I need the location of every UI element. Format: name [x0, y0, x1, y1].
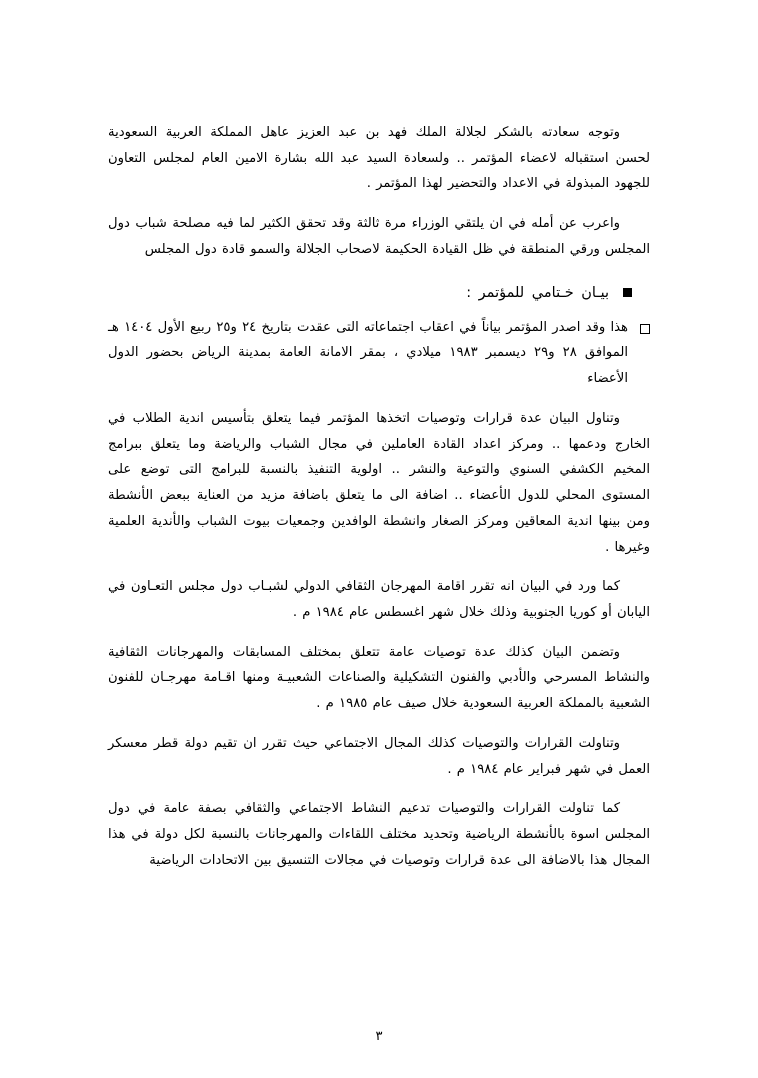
- section-heading-label: بيـان خـتامي للمؤتمر :: [466, 284, 609, 301]
- paragraph-thanks: وتوجه سعادته بالشكر لجلالة الملك فهد بن عبد العزيز عاهل المملكة العربية السعودية لحسن استقباله لاعضاء المؤتمر .. ولسعادة السيد عبد الله بشارة الامين العام لمجلس التعاون للجهود المبذولة في الاعداد والتحضير لهذا المؤتمر .: [108, 125, 650, 192]
- paragraph-general-support: كما تناولت القرارات والتوصيات تدعيم النشاط الاجتماعي والثقافي بصفة عامة في دول المجلس اسوة بالأنشطة الرياضية وتحديد مختلف اللقاءات والمهرجانات بالنسبة لكل دولة في هذا المجال هذا بالاضافة الى عدة قرارات وتوصيات في مجالات التنسيق بين الاتحادات الرياضية: [108, 801, 650, 868]
- section-heading: [108, 285, 650, 301]
- bullet-item-text: هذا وقد اصدر المؤتمر بياناً في اعقاب اجتماعاته التى عقدت بتاريخ ٢٤ و٢٥ ربيع الأول ١٤٠٤ هـ الموافق ٢٨ و٢٩ ديسمبر ١٩٨٣ ميلادي ، بمقر الامانة العامة بمدينة الرياض بحضور الدول الأعضاء: [108, 319, 629, 387]
- paragraph-recommendations: وتناول البيان عدة قرارات وتوصيات اتخذها المؤتمر فيما يتعلق بتأسيس اندية الطلاب في الخارج ودعمها .. ومركز اعداد القادة العاملين في مجال الشباب والرياضة وما يتعلق ببرامج المخيم الكشفي السنوي والتوعية والنشر .. اولوية التنفيذ بالنسبة للبرامج التى توضع على المستوى المحلي للدول الأعضاء .. اضافة الى ما يتعلق باضافة مزيد من العناية ببعض الأنشطة ومن بينها اندية المعاقين ومركز الصغار وانشطة الوافدين وجمعيات بيوت الشباب والأندية العلمية وغيرها .: [108, 410, 650, 555]
- hollow-square-bullet-icon: [640, 324, 650, 334]
- paragraph-hope: واعرب عن أمله في ان يلتقي الوزراء مرة ثالثة وقد تحقق الكثير لما فيه مصلحة شباب دول المجلس ورقي المنطقة في ظل القيادة الحكيمة لاصحاب الجلالة والسمو قادة دول المجلس: [108, 216, 650, 257]
- paragraph-festival: كما ورد في البيان انه تقرر اقامة المهرجان الثقافي الدولي لشبـاب دول مجلس التعـاون في اليابان أو كوريا الجنوبية وذلك خلال شهر اغسطس عام ١٩٨٤ م .: [108, 579, 650, 621]
- document-body: [108, 120, 650, 888]
- paragraph-cultural: وتضمن البيان كذلك عدة توصيات عامة تتعلق بمختلف المسابقات والمهرجانات الثقافية والنشاط المسرحي والأدبي والفنون التشكيلية والصناعات الشعبيـة ومنها اقـامة مهرجـان للفنون الشعبية بالمملكة العربية السعودية خلال صيف عام ١٩٨٥ م .: [108, 644, 650, 712]
- paragraph-qatar-camp: وتناولت القرارات والتوصيات كذلك المجال الاجتماعي حيث تقرر ان تقيم دولة قطر معسكر العمل في شهر فبراير عام ١٩٨٤ م .: [108, 735, 650, 777]
- filled-square-bullet-icon: [623, 288, 632, 297]
- bullet-list-item: [108, 315, 650, 392]
- page-number: ٣: [375, 1029, 383, 1044]
